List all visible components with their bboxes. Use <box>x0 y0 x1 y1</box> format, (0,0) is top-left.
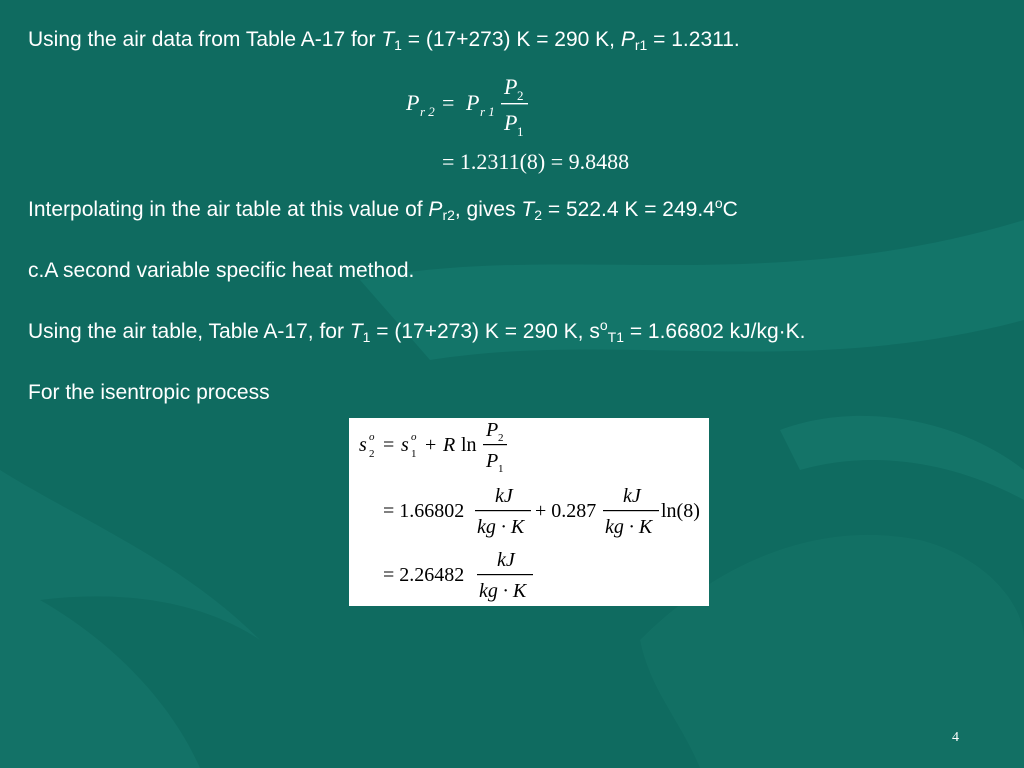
superscript: o <box>599 317 608 333</box>
variable-T: T <box>521 198 535 221</box>
subscript: r2 <box>442 207 455 223</box>
eq-result: = 1.2311(8) = 9.8488 <box>442 149 630 174</box>
text-segment: = (17+273) K = 290 K, s <box>370 320 600 343</box>
text-segment: = 1.2311. <box>647 28 740 51</box>
text-segment: C <box>722 198 738 221</box>
text-line-method-c <box>28 258 414 284</box>
fraction-bar <box>477 574 533 575</box>
variable-P: P <box>620 28 635 51</box>
text-segment: = 1.66802 kJ/kg·K. <box>623 320 806 343</box>
text-segment: Using the air table, Table A-17, for <box>28 320 350 343</box>
text-segment: , gives <box>454 198 522 221</box>
page-number: 4 <box>952 730 959 745</box>
eq-function: ln(8) <box>661 500 700 522</box>
subscript: T1 <box>607 329 624 345</box>
eq-superscript: o <box>411 431 417 443</box>
fraction-bar <box>483 444 507 445</box>
eq-symbol: s <box>359 434 367 456</box>
fraction-bar <box>501 103 528 104</box>
subscript: 1 <box>394 37 402 53</box>
eq-subscript: 2 <box>498 432 504 444</box>
text-segment: Interpolating in the air table at this value of <box>28 198 429 221</box>
pressure-ratio-equation <box>400 72 670 178</box>
text-segment: For the isentropic process <box>28 381 270 404</box>
eq-subscript: 1 <box>498 463 504 475</box>
eq-operator: + <box>425 434 437 456</box>
subscript: 1 <box>362 329 371 345</box>
eq-symbol: P <box>406 90 420 115</box>
entropy-equation <box>349 418 709 606</box>
eq-subscript: 1 <box>517 124 524 139</box>
subscript: r1 <box>634 37 648 53</box>
fraction-bar <box>475 510 531 511</box>
text-segment: = 522.4 K = 249.4 <box>542 198 715 221</box>
variable-P: P <box>428 198 443 221</box>
eq-value: = 1.66802 <box>383 500 465 522</box>
eq-unit-denominator: kg · K <box>479 580 527 602</box>
eq-unit-numerator: kJ <box>497 549 515 571</box>
eq-subscript: r 2 <box>420 104 435 119</box>
entropy-equation-box <box>349 418 709 606</box>
text-segment: Using the air data from Table A-17 for <box>28 28 382 51</box>
eq-function: ln <box>461 434 477 456</box>
eq-operator: = <box>383 434 395 456</box>
eq-unit-numerator: kJ <box>623 485 641 507</box>
text-segment: c.A second variable specific heat method. <box>28 259 415 282</box>
text-line-table-a17-entropy <box>28 319 806 345</box>
subscript: 2 <box>534 207 543 223</box>
eq-symbol: R <box>443 434 456 456</box>
eq-superscript: o <box>369 431 375 443</box>
text-line-table-a17 <box>28 27 740 53</box>
eq-subscript: r 1 <box>480 104 495 119</box>
fraction-bar <box>603 510 659 511</box>
eq-symbol: s <box>401 434 409 456</box>
variable-T: T <box>349 320 363 343</box>
eq-operator: = <box>442 90 455 115</box>
eq-symbol: P <box>504 74 518 99</box>
eq-symbol: P <box>486 419 499 441</box>
eq-unit-denominator: kg · K <box>477 516 525 538</box>
eq-unit-numerator: kJ <box>495 485 513 507</box>
eq-symbol: P <box>466 90 480 115</box>
eq-subscript: 1 <box>411 448 417 460</box>
eq-result: = 2.26482 <box>383 564 465 586</box>
eq-symbol: P <box>504 110 518 135</box>
eq-value: + 0.287 <box>535 500 597 522</box>
eq-symbol: P <box>486 450 499 472</box>
text-segment: = (17+273) K = 290 K, <box>401 28 621 51</box>
text-line-interpolating <box>28 197 738 223</box>
text-line-isentropic <box>28 380 270 406</box>
superscript: o <box>714 195 723 211</box>
variable-T: T <box>381 28 395 51</box>
background-curve <box>780 416 1024 500</box>
eq-subscript: 2 <box>369 448 375 460</box>
background-wing-shape <box>0 470 260 768</box>
eq-subscript: 2 <box>517 88 524 103</box>
eq-unit-denominator: kg · K <box>605 516 653 538</box>
